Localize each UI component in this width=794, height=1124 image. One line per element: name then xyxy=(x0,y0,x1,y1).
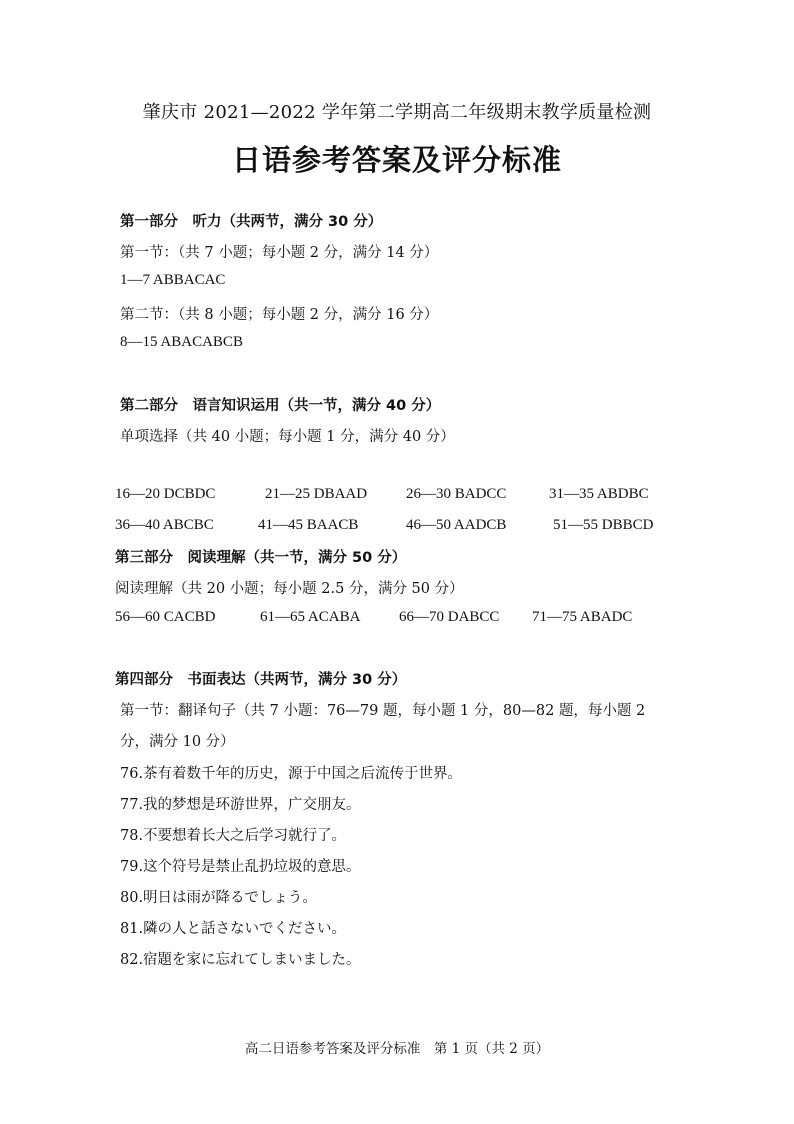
translation-answer-81: 81.隣の人と話さないでください。 xyxy=(120,921,347,937)
answer-group: 71—75 ABADC xyxy=(532,609,633,625)
answer-group: 36—40 ABCBC xyxy=(115,517,214,533)
answer-group: 41—45 BAACB xyxy=(258,517,359,533)
part3-answer-row-1 xyxy=(0,609,794,631)
page-title: 日语参考答案及评分标准 xyxy=(231,143,562,177)
answer-group: 16—20 DCBDC xyxy=(115,486,216,502)
part3-heading: 第三部分 阅读理解（共一节，满分 50 分） xyxy=(115,550,407,566)
part1-section2-answers: 8—15 ABACABCB xyxy=(120,334,243,350)
translation-answer-76: 76.茶有着数千年的历史，源于中国之后流传于世界。 xyxy=(120,766,463,782)
translation-answer-77: 77.我的梦想是环游世界，广交朋友。 xyxy=(120,797,361,813)
part1-section1-answers: 1—7 ABBACAC xyxy=(120,272,226,288)
part4-heading: 第四部分 书面表达（共两节，满分 30 分） xyxy=(115,672,407,688)
part2-heading: 第二部分 语言知识运用（共一节，满分 40 分） xyxy=(120,398,441,414)
translation-answer-78: 78.不要想着长大之后学习就行了。 xyxy=(120,828,347,844)
translation-answer-82: 82.宿題を家に忘れてしまいました。 xyxy=(120,952,361,968)
answer-group: 26—30 BADCC xyxy=(406,486,507,502)
answer-group: 31—35 ABDBC xyxy=(549,486,649,502)
page-footer: 高二日语参考答案及评分标准 第 1 页（共 2 页） xyxy=(244,1041,550,1057)
answer-group: 61—65 ACABA xyxy=(260,609,361,625)
part2-answer-row-1 xyxy=(0,486,794,508)
answer-group: 46—50 AADCB xyxy=(406,517,507,533)
part2-description: 单项选择（共 40 小题；每小题 1 分，满分 40 分） xyxy=(120,429,455,445)
part1-section2-description: 第二节：（共 8 小题；每小题 2 分，满分 16 分） xyxy=(120,307,439,323)
part3-description: 阅读理解（共 20 小题；每小题 2.5 分，满分 50 分） xyxy=(115,581,464,597)
part4-description-line1: 第一节：翻译句子（共 7 小题：76—79 题，每小题 1 分，80—82 题，每小题 2 xyxy=(120,703,646,719)
answer-group: 21—25 DBAAD xyxy=(265,486,368,502)
exam-subtitle: 肇庆市 2021—2022 学年第二学期高二年级期末教学质量检测 xyxy=(142,102,652,123)
part1-heading: 第一部分 听力（共两节，满分 30 分） xyxy=(120,214,383,230)
part2-answer-row-2 xyxy=(0,517,794,539)
answer-group: 51—55 DBBCD xyxy=(553,517,654,533)
part4-description-line2: 分，满分 10 分） xyxy=(120,734,235,750)
part1-section1-description: 第一节：（共 7 小题；每小题 2 分，满分 14 分） xyxy=(120,245,439,261)
translation-answer-79: 79.这个符号是禁止乱扔垃圾的意思。 xyxy=(120,859,361,875)
translation-answer-80: 80.明日は雨が降るでしょう。 xyxy=(120,890,317,906)
answer-group: 56—60 CACBD xyxy=(115,609,216,625)
answer-group: 66—70 DABCC xyxy=(399,609,500,625)
